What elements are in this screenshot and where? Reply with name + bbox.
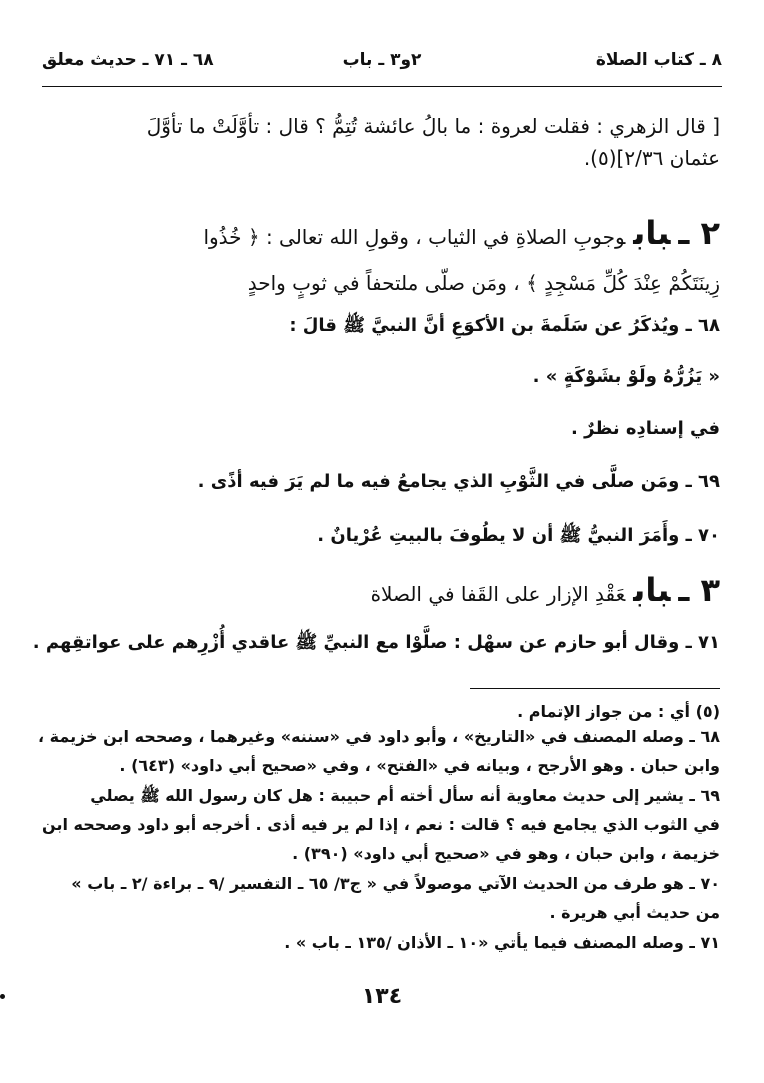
chapter-2-title-2: زِينَتَكُمْ عِنْدَ كُلِّ مَسْجِدٍ ﴾ ، ومَن صلّى ملتحفاً في ثوبٍ واحدٍ bbox=[247, 271, 720, 295]
header-book-title: ٨ ـ كتاب الصلاة bbox=[595, 50, 722, 70]
zuhri-quote bbox=[44, 110, 720, 174]
footnote-69-line-2: في الثوب الذي يجامع فيه ؟ قالت : نعم ، إذا لم ير فيه أذى . أخرجه أبو داود وصححه ابن bbox=[42, 815, 720, 834]
footnote-71: ٧١ ـ وصله المصنف فيما يأتي «١٠ ـ الأذان /١٣٥ ـ باب » . bbox=[284, 933, 720, 952]
chapter-3-number: ٣ ـ bbox=[678, 571, 720, 609]
chapter-3-title: عَقْدِ الإزار على القَفا في الصلاة bbox=[370, 582, 626, 606]
chapter-2-line-1 bbox=[44, 205, 720, 265]
header-rule bbox=[42, 86, 722, 87]
header-hadith-range: ٦٨ ـ ٧١ ـ حديث معلق bbox=[42, 50, 214, 70]
zuhri-quote-line-2: عثمان ٢/٣٦](٥). bbox=[583, 146, 720, 170]
footnote-70-line-2: من حديث أبي هريرة . bbox=[549, 903, 720, 922]
chapter-2-title-1: وجوبِ الصلاةِ في الثياب ، وقولِ الله تعالى : ﴿ خُذُوا bbox=[203, 225, 626, 249]
header-chapter-range: ٢و٣ ـ باب bbox=[342, 50, 422, 70]
chapter-3-heading bbox=[44, 562, 720, 622]
chapter-3-line bbox=[44, 562, 720, 622]
scan-mark bbox=[0, 994, 5, 999]
footnote-68-line-1: ٦٨ ـ وصله المصنف في «التاريخ» ، وأبو داود في «سننه» وغيرهما ، وصححه ابن خزيمة ، bbox=[37, 727, 720, 746]
hadith-71: ٧١ ـ وقال أبو حازم عن سهْل : صلَّوْا مع النبيِّ ﷺ عاقدي أُزْرِهم على عواتقِهم . bbox=[32, 632, 720, 653]
hadith-69: ٦٩ ـ ومَن صلَّى في الثَّوْبِ الذي يجامعُ فيه ما لم يَرَ فيه أذًى . bbox=[197, 471, 720, 492]
hadith-68-text: « يَزُرُّهُ ولَوْ بشَوْكَةٍ » . bbox=[532, 366, 720, 387]
footnote-69-line-1: ٦٩ ـ يشير إلى حديث معاوية أنه سأل أخته أم حبيبة : هل كان رسول الله ﷺ يصلي bbox=[90, 786, 720, 805]
chapter-2-number: ٢ ـ bbox=[678, 214, 720, 252]
footnote-68-line-2: وابن حبان . وهو الأرجح ، وبيانه في «الفتح» ، وفي «صحيح أبي داود» (٦٤٣) . bbox=[119, 756, 720, 775]
footnote-69-line-3: خزيمة ، وابن حبان ، وهو في «صحيح أبي داود» (٣٩٠) . bbox=[292, 844, 720, 863]
zuhri-quote-line-1: [ قال الزهري : فقلت لعروة : ما بالُ عائشة تُتِمُّ ؟ قال : تأوَّلَتْ ما تأوَّلَ bbox=[146, 114, 720, 138]
hadith-68-intro: ٦٨ ـ ويُذكَرُ عن سَلَمةَ بن الأكوَعِ أنَّ النبيَّ ﷺ قالَ : bbox=[289, 315, 720, 336]
hadith-70: ٧٠ ـ وأَمَرَ النبيُّ ﷺ أن لا يطُوفَ بالبيتِ عُرْيانٌ . bbox=[317, 525, 720, 546]
page-number: ١٣٤ bbox=[361, 984, 403, 1009]
footnote-70-line-1: ٧٠ ـ هو طرف من الحديث الآتي موصولاً في « ج٣/ ٦٥ ـ التفسير /٩ ـ براءة /٢ ـ باب » bbox=[71, 874, 720, 893]
running-header bbox=[42, 50, 722, 76]
footnote-5: (٥) أي : من جواز الإتمام . bbox=[517, 702, 720, 721]
chapter-2-bab: باب bbox=[633, 214, 671, 252]
chapter-2-heading bbox=[44, 205, 720, 301]
hadith-68-note: في إسنادِه نظرٌ . bbox=[571, 418, 720, 439]
chapter-3-bab: باب bbox=[633, 571, 671, 609]
footnote-rule bbox=[470, 688, 720, 689]
